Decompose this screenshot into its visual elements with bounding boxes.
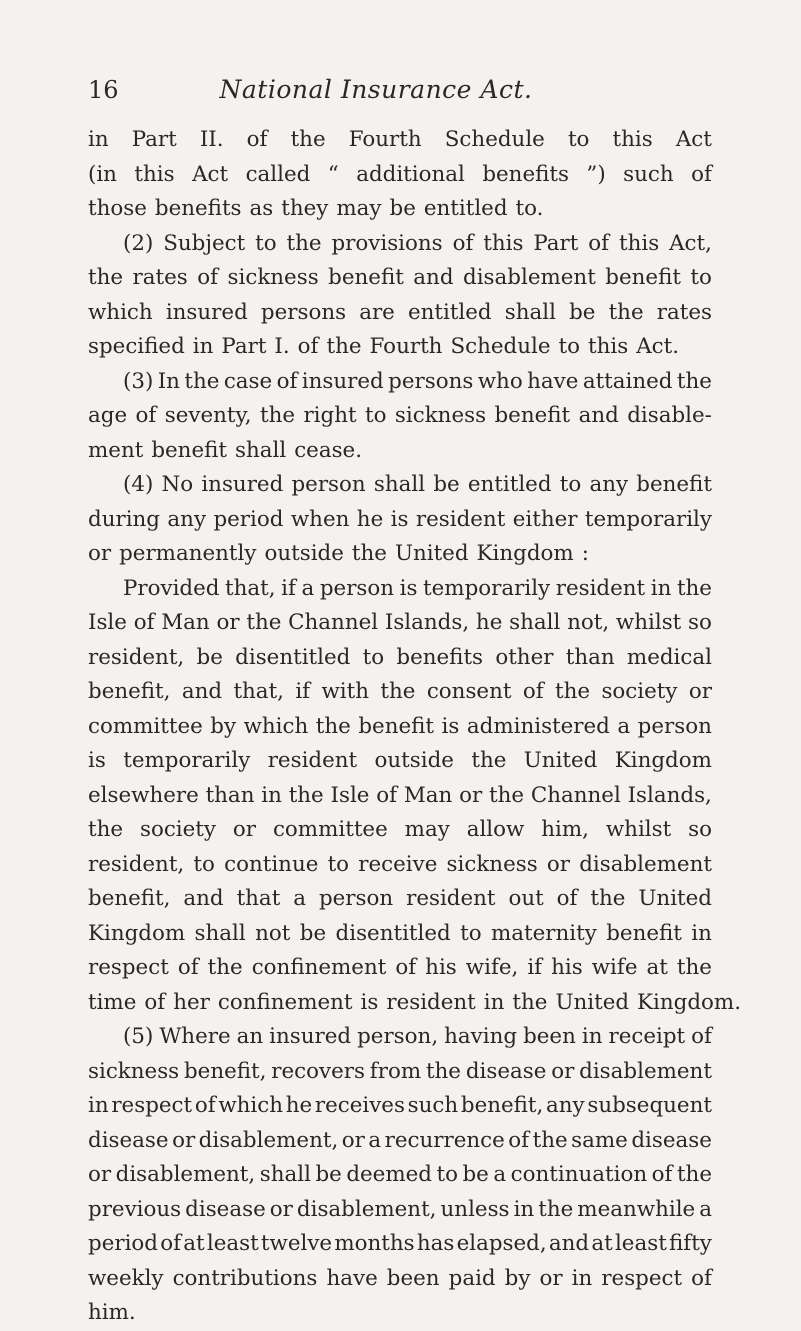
paragraph-proviso (88, 572, 741, 1021)
paragraph-p5 (88, 1020, 712, 1331)
text-line: Kingdom shall not be disentitled to maternity benefit in (88, 920, 712, 946)
text-line: those benefits as they may be entitled to. (88, 196, 544, 221)
text-line: the society or committee may allow him, whilst so (88, 817, 712, 842)
text-line: (in this Act called “ additional benefits ”) such of (88, 161, 712, 187)
paragraph-p3 (88, 365, 712, 469)
text-line: weekly contributions have been paid by or in respect of (88, 1265, 712, 1291)
text-line: (5) Where an insured person, having been in receipt of (123, 1024, 712, 1049)
text-line: respect of the confinement of his wife, if his wife at the (88, 955, 712, 980)
text-line: resident, be disentitled to benefits other than medical (88, 644, 712, 670)
paragraph-cont (88, 123, 712, 227)
text-line: in respect of which he receives such benefit, any subsequent (88, 1093, 712, 1118)
text-line: previous disease or disablement, unless in the meanwhile a (88, 1196, 712, 1222)
text-line: specified in Part I. of the Fourth Schedule to this Act. (88, 334, 680, 359)
text-line: Provided that, if a person is temporarily resident in the (123, 575, 712, 601)
text-line: (4) No insured person shall be entitled to any benefit (123, 472, 712, 497)
text-line: or disablement, shall be deemed to be a continuation of the (88, 1162, 712, 1187)
text-line: committee by which the benefit is administered a person (88, 713, 712, 739)
paragraph-p4 (88, 468, 712, 572)
text-line: (3) In the case of insured persons who have attained the (123, 368, 712, 394)
text-line: elsewhere than in the Isle of Man or the Channel Islands, (88, 782, 712, 808)
text-line: him. (88, 1300, 136, 1325)
text-line: resident, to continue to receive sickness or disablement (88, 851, 712, 877)
text-line: time of her confinement is resident in the United Kingdom. (88, 989, 741, 1015)
text-line: period of at least twelve months has elapsed, and at least fifty (88, 1231, 712, 1256)
text-line: is temporarily resident outside the United Kingdom (88, 748, 712, 773)
text-line: ment benefit shall cease. (88, 437, 363, 463)
text-line: the rates of sickness benefit and disablement benefit to (88, 265, 712, 290)
paragraph-p2 (88, 227, 712, 365)
body-text (88, 123, 741, 1331)
text-line: Isle of Man or the Channel Islands, he shall not, whilst so (88, 610, 712, 635)
text-line: during any period when he is resident either temporarily (88, 506, 712, 532)
page-header (88, 70, 544, 110)
text-line: age of seventy, the right to sickness benefit and disable- (88, 403, 712, 428)
text-line: disease or disablement, or a recurrence of the same disease (88, 1127, 712, 1153)
text-line: which insured persons are entitled shall be the rates (88, 299, 712, 325)
text-line: (2) Subject to the provisions of this Part of this Act, (123, 230, 712, 256)
running-title: National Insurance Act. (219, 75, 533, 104)
page-number: 16 (88, 76, 119, 104)
text-line: in Part II. of the Fourth Schedule to this Act (88, 127, 712, 152)
text-line: sickness benefit, recovers from the disease or disablement (88, 1058, 712, 1084)
text-line: benefit, and that, if with the consent of the society or (88, 679, 712, 704)
text-line: benefit, and that a person resident out of the United (88, 886, 712, 911)
text-line: or permanently outside the United Kingdom : (88, 541, 589, 566)
